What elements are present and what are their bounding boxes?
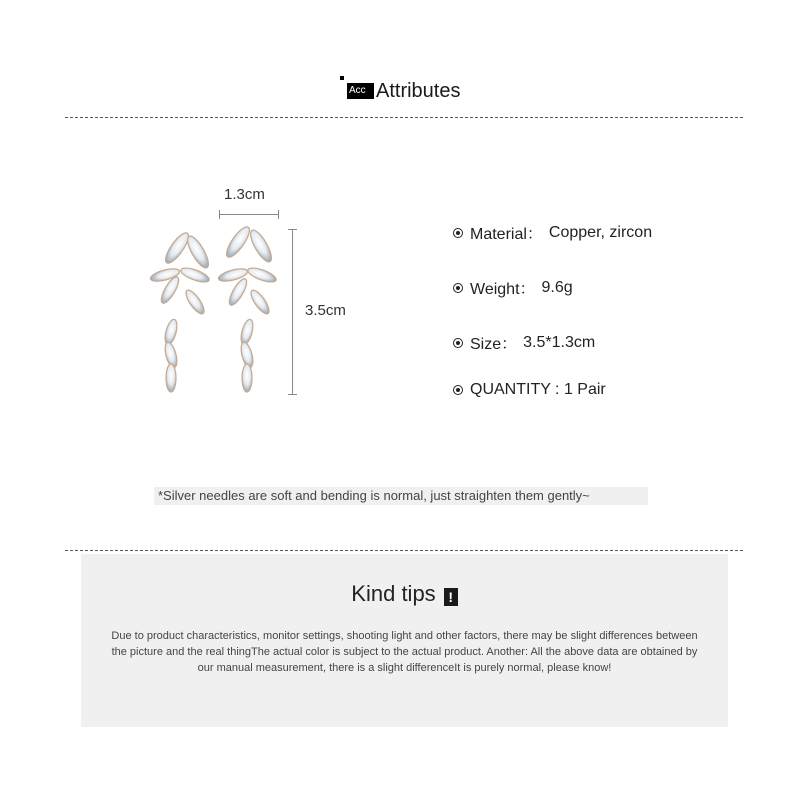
exclamation-icon: ! (444, 588, 458, 606)
kind-tips-title: Kind tips (351, 581, 436, 606)
title-tag: Acc (347, 83, 374, 99)
kind-tips-heading (81, 581, 728, 607)
spec-label: QUANTITY : 1 Pair (470, 381, 606, 398)
top-divider (65, 117, 743, 118)
care-note: *Silver needles are soft and bending is normal, just straighten them gently~ (158, 488, 590, 503)
spec-value: 3.5*1.3cm (523, 333, 596, 351)
spec-material (453, 221, 652, 244)
left-earring (149, 230, 212, 392)
height-dimension-label: 3.5cm (305, 302, 346, 319)
spec-label: Material： (470, 226, 543, 243)
spec-label: Weight： (470, 281, 536, 298)
bullet-icon (453, 283, 463, 293)
spec-size (453, 331, 595, 354)
bullet-icon (453, 385, 463, 395)
bottom-divider (65, 550, 743, 551)
spec-label: Size： (470, 336, 518, 353)
width-dimension-label: 1.3cm (224, 186, 265, 203)
spec-value: 9.6g (541, 278, 573, 296)
earring-pair-image (140, 180, 380, 410)
bullet-icon (453, 338, 463, 348)
kind-tips-body: Due to product characteristics, monitor settings, shooting light and other factors, there may be slight differences between the picture and the real thingThe actual color is subject to the actual product. Another: All the above data are obtained by our manual measurement, there is a slight differenceIt is purely normal, please know! (111, 630, 698, 674)
section-title: Attributes (376, 80, 461, 102)
right-earring (217, 224, 278, 392)
bullet-icon (453, 228, 463, 238)
spec-weight (453, 276, 573, 299)
title-dot-decoration (340, 76, 344, 80)
spec-value: Copper, zircon (548, 223, 653, 241)
kind-tips-panel (81, 554, 728, 727)
spec-quantity (453, 381, 606, 399)
